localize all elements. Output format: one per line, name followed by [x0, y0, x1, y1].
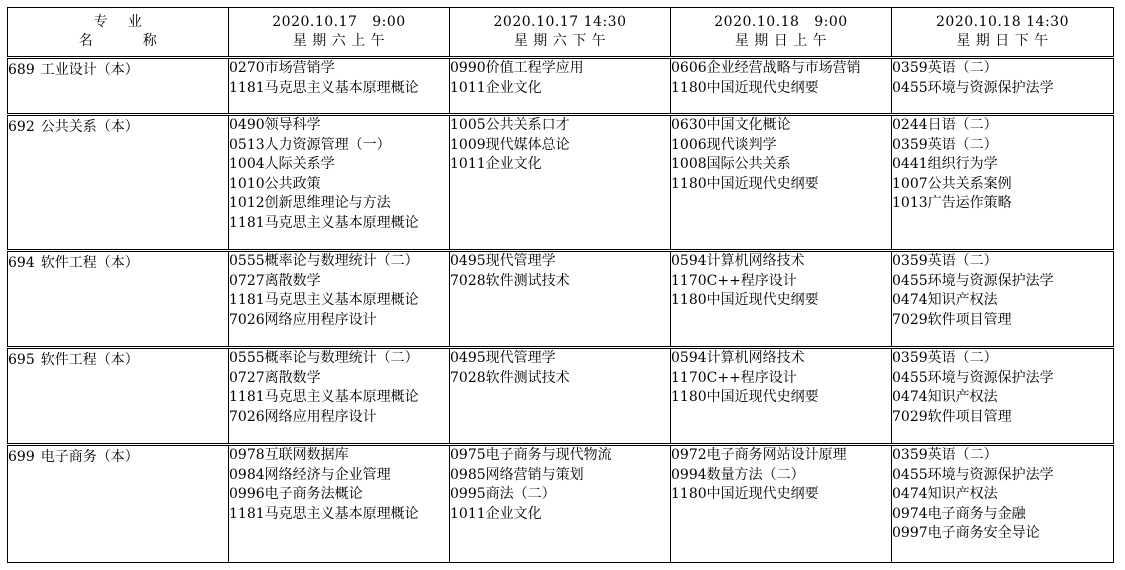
course-item: 1007公共关系案例	[892, 175, 1012, 192]
session-header-3	[671, 8, 892, 58]
session-date: 2020.10.17 14:30	[493, 14, 627, 30]
major-row	[8, 251, 1114, 348]
course-item: 0495现代管理学	[450, 253, 556, 269]
course-item: 0606企业经营战略与市场营销	[671, 60, 861, 76]
course-item: 1011企业文化	[450, 505, 542, 522]
course-item: 0455环境与资源保护法学	[892, 79, 1054, 96]
course-item: 0978互联网数据库	[229, 447, 349, 463]
course-item: 1180中国近现代史纲要	[671, 292, 819, 308]
session-cell	[450, 348, 671, 445]
course-item: 1006现代谈判学	[671, 136, 777, 153]
course-item: 1170C++程序设计	[671, 272, 797, 289]
course-item: 1010公共政策	[229, 175, 321, 192]
schedule-body	[8, 58, 1114, 563]
course-item: 0727离散数学	[229, 369, 321, 386]
course-item: 0994数量方法（二）	[671, 466, 805, 483]
major-header-line2: 名 称	[78, 33, 158, 49]
course-item: 0359英语（二）	[892, 60, 998, 76]
session-date: 2020.10.18 9:00	[714, 14, 848, 30]
session-header-1	[229, 8, 450, 58]
session-cell	[892, 58, 1114, 115]
course-item: 0474知识产权法	[892, 292, 998, 308]
course-item: 7026网络应用程序设计	[229, 408, 377, 425]
major-code: 689	[8, 62, 35, 78]
course-item: 7026网络应用程序设计	[229, 311, 377, 328]
course-item: 0630中国文化概论	[671, 117, 791, 133]
major-row	[8, 348, 1114, 445]
major-name-cell	[8, 58, 229, 115]
session-cell	[450, 115, 671, 251]
session-date: 2020.10.17 9:00	[272, 14, 406, 30]
course-item: 7029软件项目管理	[892, 311, 1012, 328]
session-cell	[450, 58, 671, 115]
major-name-cell	[8, 348, 229, 445]
course-item: 1181马克思主义基本原理概论	[229, 389, 419, 405]
exam-schedule-table	[7, 7, 1114, 563]
session-cell	[671, 58, 892, 115]
course-item: 0270市场营销学	[229, 60, 335, 76]
header-row	[8, 8, 1114, 58]
course-item: 1008国际公共关系	[671, 156, 791, 172]
course-item: 1181马克思主义基本原理概论	[229, 292, 419, 308]
major-name: 工业设计（本）	[40, 62, 139, 78]
session-cell	[892, 348, 1114, 445]
course-item: 0972电子商务网站设计原理	[671, 447, 847, 463]
session-cell	[229, 445, 450, 563]
major-code: 699	[8, 449, 35, 465]
course-item: 0594计算机网络技术	[671, 253, 805, 269]
major-name-cell	[8, 251, 229, 348]
major-name: 软件工程（本）	[40, 352, 139, 368]
major-row	[8, 58, 1114, 115]
course-item: 1011企业文化	[450, 79, 542, 96]
major-code: 692	[8, 119, 35, 135]
course-item: 1181马克思主义基本原理概论	[229, 214, 419, 231]
course-item: 1181马克思主义基本原理概论	[229, 505, 419, 522]
session-cell	[450, 445, 671, 563]
course-item: 0359英语（二）	[892, 447, 998, 463]
course-item: 1012创新思维理论与方法	[229, 195, 391, 211]
course-item: 0555概率论与数理统计（二）	[229, 350, 419, 366]
session-cell	[671, 115, 892, 251]
course-item: 0727离散数学	[229, 272, 321, 289]
major-row	[8, 115, 1114, 251]
course-item: 0455环境与资源保护法学	[892, 369, 1054, 386]
course-item: 0441组织行为学	[892, 156, 998, 172]
course-item: 0455环境与资源保护法学	[892, 272, 1054, 289]
session-day: 星 期 日 上 午	[734, 33, 828, 49]
session-cell	[229, 115, 450, 251]
major-code: 695	[8, 352, 35, 368]
course-item: 1005公共关系口才	[450, 117, 570, 133]
course-item: 1004人际关系学	[229, 156, 335, 172]
session-date: 2020.10.18 14:30	[936, 14, 1069, 30]
course-item: 7028软件测试技术	[450, 369, 570, 386]
session-day: 星 期 日 下 午	[956, 33, 1049, 49]
course-item: 0244日语（二）	[892, 117, 998, 133]
session-day: 星 期 六 上 午	[292, 33, 386, 49]
course-item: 0985网络营销与策划	[450, 466, 584, 483]
course-item: 1180中国近现代史纲要	[671, 486, 819, 502]
major-header-line1: 专 业	[93, 14, 143, 30]
course-item: 0474知识产权法	[892, 486, 998, 502]
major-name-cell	[8, 115, 229, 251]
session-cell	[229, 58, 450, 115]
course-item: 1180中国近现代史纲要	[671, 175, 819, 192]
session-cell	[229, 348, 450, 445]
course-item: 0996电子商务法概论	[229, 486, 363, 502]
course-item: 1181马克思主义基本原理概论	[229, 79, 419, 96]
course-item: 1180中国近现代史纲要	[671, 79, 819, 96]
session-cell	[892, 115, 1114, 251]
session-cell	[671, 445, 892, 563]
session-cell	[450, 251, 671, 348]
session-cell	[892, 251, 1114, 348]
course-item: 0995商法（二）	[450, 486, 556, 502]
session-cell	[892, 445, 1114, 563]
course-item: 0997电子商务安全导论	[892, 525, 1040, 541]
course-item: 0474知识产权法	[892, 389, 998, 405]
course-item: 1009现代媒体总论	[450, 136, 570, 153]
course-item: 0359英语（二）	[892, 350, 998, 366]
major-name-cell	[8, 445, 229, 563]
course-item: 0975电子商务与现代物流	[450, 447, 612, 463]
major-header	[8, 8, 229, 58]
course-item: 1180中国近现代史纲要	[671, 389, 819, 405]
course-item: 0359英语（二）	[892, 253, 998, 269]
course-item: 7028软件测试技术	[450, 272, 570, 289]
course-item: 1013广告运作策略	[892, 195, 1012, 211]
course-item: 0990价值工程学应用	[450, 60, 584, 76]
course-item: 0555概率论与数理统计（二）	[229, 253, 419, 269]
course-item: 7029软件项目管理	[892, 408, 1012, 425]
course-item: 0455环境与资源保护法学	[892, 466, 1054, 483]
course-item: 0594计算机网络技术	[671, 350, 805, 366]
major-name: 电子商务（本）	[40, 449, 139, 465]
course-item: 0495现代管理学	[450, 350, 556, 366]
major-name: 软件工程（本）	[40, 255, 139, 271]
session-cell	[671, 348, 892, 445]
major-code: 694	[8, 255, 35, 271]
major-name: 公共关系（本）	[40, 119, 139, 135]
session-header-4	[892, 8, 1114, 58]
course-item: 0984网络经济与企业管理	[229, 466, 391, 483]
session-header-2	[450, 8, 671, 58]
course-item: 0359英语（二）	[892, 136, 998, 153]
course-item: 0974电子商务与金融	[892, 505, 1026, 522]
course-item: 1011企业文化	[450, 156, 542, 172]
session-cell	[671, 251, 892, 348]
major-row	[8, 445, 1114, 563]
course-item: 0513人力资源管理（一）	[229, 136, 391, 153]
session-cell	[229, 251, 450, 348]
course-item: 0490领导科学	[229, 117, 321, 133]
session-day: 星 期 六 下 午	[513, 33, 607, 49]
course-item: 1170C++程序设计	[671, 369, 797, 386]
